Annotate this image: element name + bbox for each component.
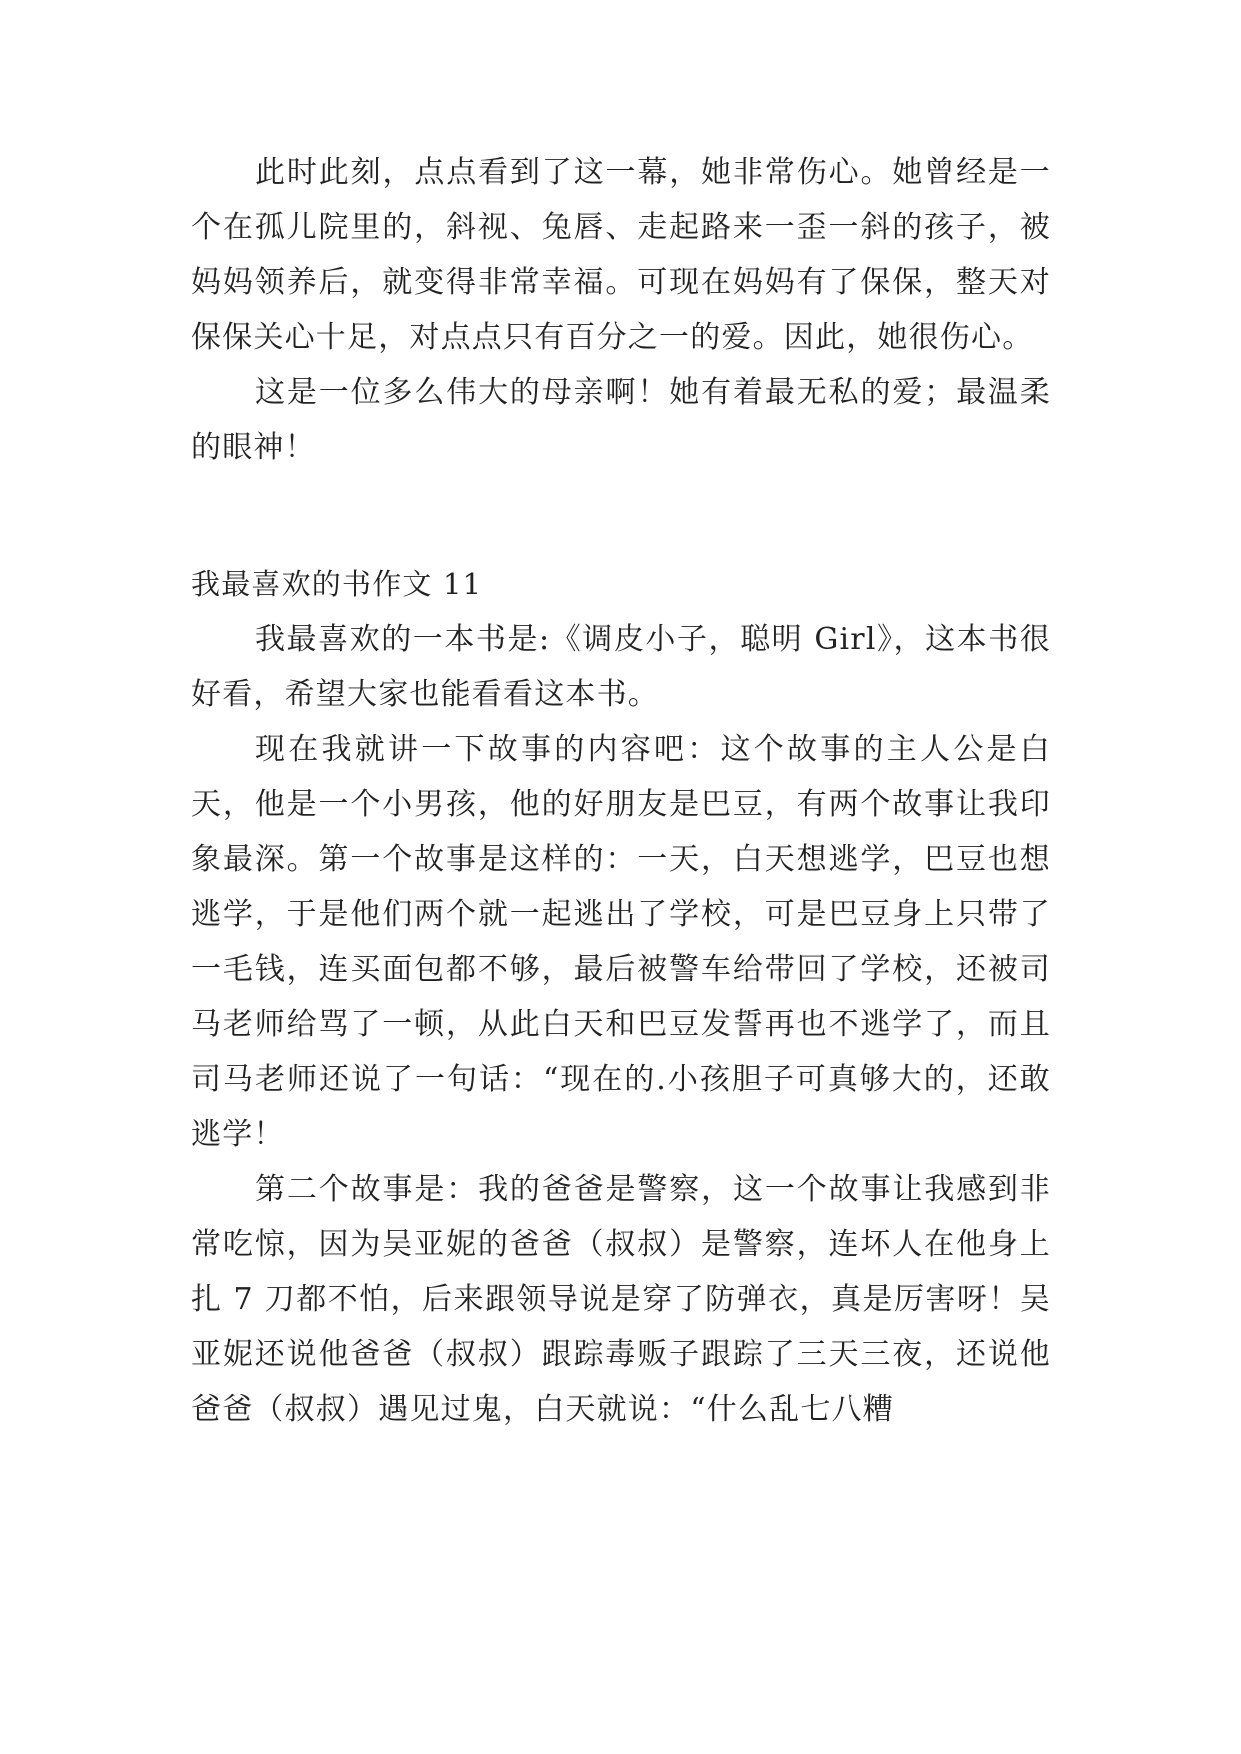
paragraph-1: 此时此刻，点点看到了这一幕，她非常伤心。她曾经是一个在孤儿院里的，斜视、兔唇、走起路来一歪一斜的孩子，被妈妈领养后，就变得非常幸福。可现在妈妈有了保保，整天对保保关心十足，对点点只有百分之一的爱。因此，她很伤心。 — [191, 155, 1051, 355]
paragraph-4: 现在我就讲一下故事的内容吧：这个故事的主人公是白天，他是一个小男孩，他的好朋友是巴豆，有两个故事让我印象最深。第一个故事是这样的：一天，白天想逃学，巴豆也想逃学，于是他们两个就一起逃出了学校，可是巴豆身上只带了一毛钱，连买面包都不够，最后被警车给带回了学校，还被司马老师给骂了一顿，从此白天和巴豆发誓再也不逃学了，而且司马老师还说了一句话：“现在的.小孩胆子可真够大的，还敢逃学！ — [191, 732, 1051, 1152]
essay-section-1 — [191, 145, 1051, 475]
essay-title: 我最喜欢的书作文 11 — [191, 567, 483, 601]
paragraph-3: 我最喜欢的一本书是:《调皮小子，聪明 Girl》，这本书很好看，希望大家也能看看这本书。 — [191, 622, 1051, 712]
paragraph-5: 第二个故事是：我的爸爸是警察，这一个故事让我感到非常吃惊，因为吴亚妮的爸爸（叔叔）是警察，连坏人在他身上扎 7 刀都不怕，后来跟领导说是穿了防弹衣，真是厉害呀！吴亚妮还说他爸爸（叔叔）跟踪毒贩子跟踪了三天三夜，还说他爸爸（叔叔）遇见过鬼，白天就说：“什么乱七八糟 — [191, 1172, 1051, 1427]
essay-section-2 — [191, 557, 1051, 1437]
paragraph-2: 这是一位多么伟大的母亲啊！她有着最无私的爱；最温柔的眼神！ — [191, 375, 1051, 465]
